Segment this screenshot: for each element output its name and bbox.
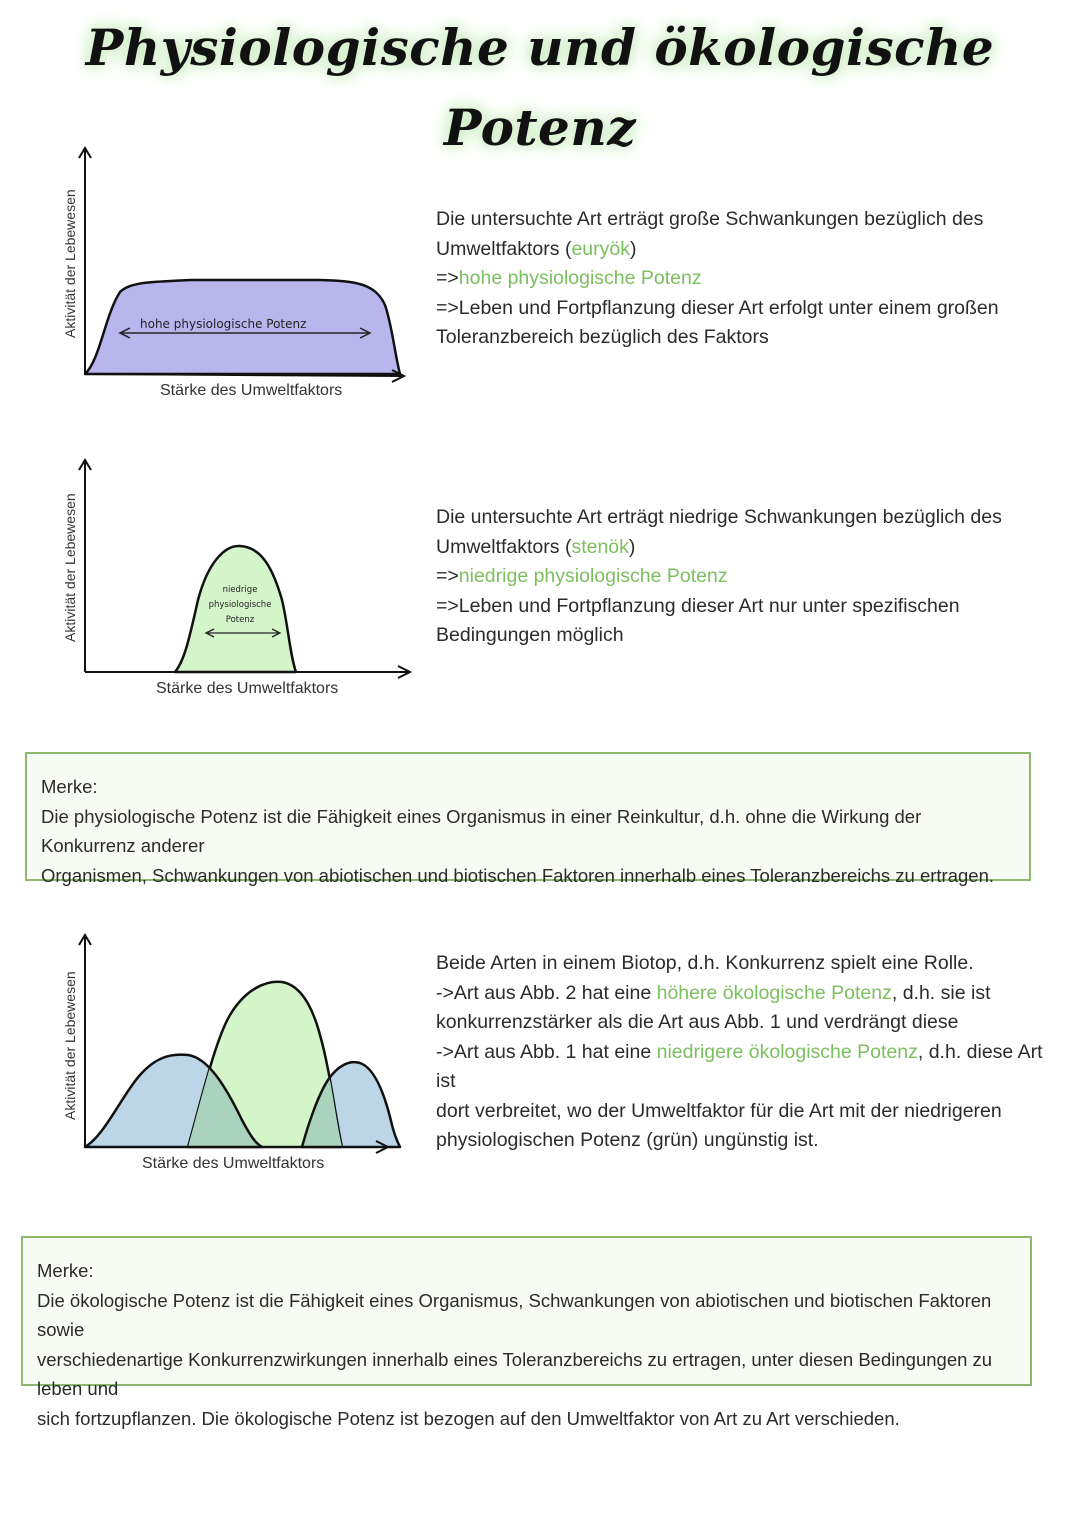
merke2-line3: sich fortzupflanzen. Die ökologische Potenz ist bezogen auf den Umweltfaktor von Art zu Art verschieden. (37, 1407, 900, 1429)
merke1-line1: Die physiologische Potenz ist die Fähigkeit eines Organismus in einer Reinkultur, d.h. ohne die Wirkung der Konkurrenz anderer (41, 805, 922, 856)
description-stenoek (436, 503, 1036, 651)
graph2-annotation-line2: physiologische (208, 600, 272, 610)
desc2-line4: =>Leben und Fortpflanzung dieser Art nur unter spezifischen (436, 594, 960, 617)
term-niedrigere-oekologische-potenz: niedrigere ökologische Potenz (656, 1040, 918, 1063)
graph2-svg (50, 450, 420, 710)
desc3-line2: ->Art aus Abb. 2 hat eine höhere ökologische Potenz, d.h. sie ist (436, 981, 991, 1004)
term-hoehere-oekologische-potenz: höhere ökologische Potenz (656, 981, 892, 1004)
desc2-line1: Die untersuchte Art erträgt niedrige Schwankungen bezüglich des (436, 506, 1002, 528)
merke1-heading: Merke: (41, 776, 98, 797)
graph-high-physiological-potency (50, 140, 420, 410)
desc1-line5: Toleranzbereich bezüglich des Faktors (436, 326, 769, 348)
graph2-x-label: Stärke des Umweltfaktors (156, 680, 339, 697)
desc1-line1: Die untersuchte Art erträgt große Schwankungen bezüglich des (436, 208, 984, 230)
term-hohe-physiologische-potenz: hohe physiologische Potenz (458, 267, 702, 289)
desc3-line6: physiologischen Potenz (grün) ungünstig ist. (436, 1129, 819, 1151)
description-ecological (436, 949, 1046, 1156)
graph-ecological-potency (50, 925, 420, 1190)
desc3-line3: konkurrenzstärker als die Art aus Abb. 1 und verdrängt diese (436, 1011, 959, 1033)
graph3-y-label: Aktivität der Lebewesen (62, 971, 78, 1120)
graph1-annotation: hohe physiologische Potenz (140, 317, 307, 331)
desc1-line4: =>Leben und Fortpflanzung dieser Art erfolgt unter einem großen (436, 296, 999, 319)
graph1-x-label: Stärke des Umweltfaktors (160, 382, 343, 399)
description-euryoek (436, 205, 1036, 353)
desc2-line3: =>niedrige physiologische Potenz (436, 565, 728, 587)
graph3-svg (50, 925, 420, 1190)
page-title: Physiologische und ökologische Potenz (85, 18, 995, 157)
merke2-heading: Merke: (37, 1260, 94, 1281)
graph2-annotation-line3: Potenz (225, 615, 255, 625)
merke1-line2: Organismen, Schwankungen von abiotischen und biotischen Faktoren innerhalb eines Toleranzbereichs zu ertragen. (41, 864, 994, 886)
graph3-x-label: Stärke des Umweltfaktors (142, 1155, 325, 1172)
desc1-line3: =>hohe physiologische Potenz (436, 267, 702, 289)
merke2-line1: Die ökologische Potenz ist die Fähigkeit eines Organismus, Schwankungen von abiotischen und biotischen Faktoren sowie (37, 1289, 992, 1340)
desc3-line5: dort verbreitet, wo der Umweltfaktor für die Art mit der niedrigeren (436, 1099, 1002, 1122)
merke-box-physiological (25, 752, 1031, 886)
desc3-line4: ->Art aus Abb. 1 hat eine niedrigere ökologische Potenz, d.h. diese Art ist (436, 1040, 1043, 1092)
desc2-line5: Bedingungen möglich (436, 624, 624, 646)
desc3-line1: Beide Arten in einem Biotop, d.h. Konkurrenz spielt eine Rolle. (436, 952, 974, 974)
term-stenoek: stenök (571, 535, 629, 558)
desc1-line2: Umweltfaktors (euryök) (436, 237, 637, 260)
graph2-annotation-line1: niedrige (222, 585, 258, 595)
term-euryoek: euryök (571, 237, 630, 260)
graph2-y-label: Aktivität der Lebewesen (62, 493, 78, 642)
graph1-svg (50, 140, 420, 410)
term-niedrige-physiologische-potenz: niedrige physiologische Potenz (458, 565, 728, 587)
merke2-line2: verschiedenartige Konkurrenzwirkungen innerhalb eines Toleranzbereichs zu ertragen, unter diesen Bedingungen zu leben und (37, 1348, 993, 1399)
merke-box-ecological (21, 1236, 1032, 1429)
desc2-line2: Umweltfaktors (stenök) (436, 535, 636, 558)
graph-low-physiological-potency (50, 450, 420, 710)
graph1-y-label: Aktivität der Lebewesen (62, 189, 78, 338)
page-title-container (0, 8, 1080, 157)
